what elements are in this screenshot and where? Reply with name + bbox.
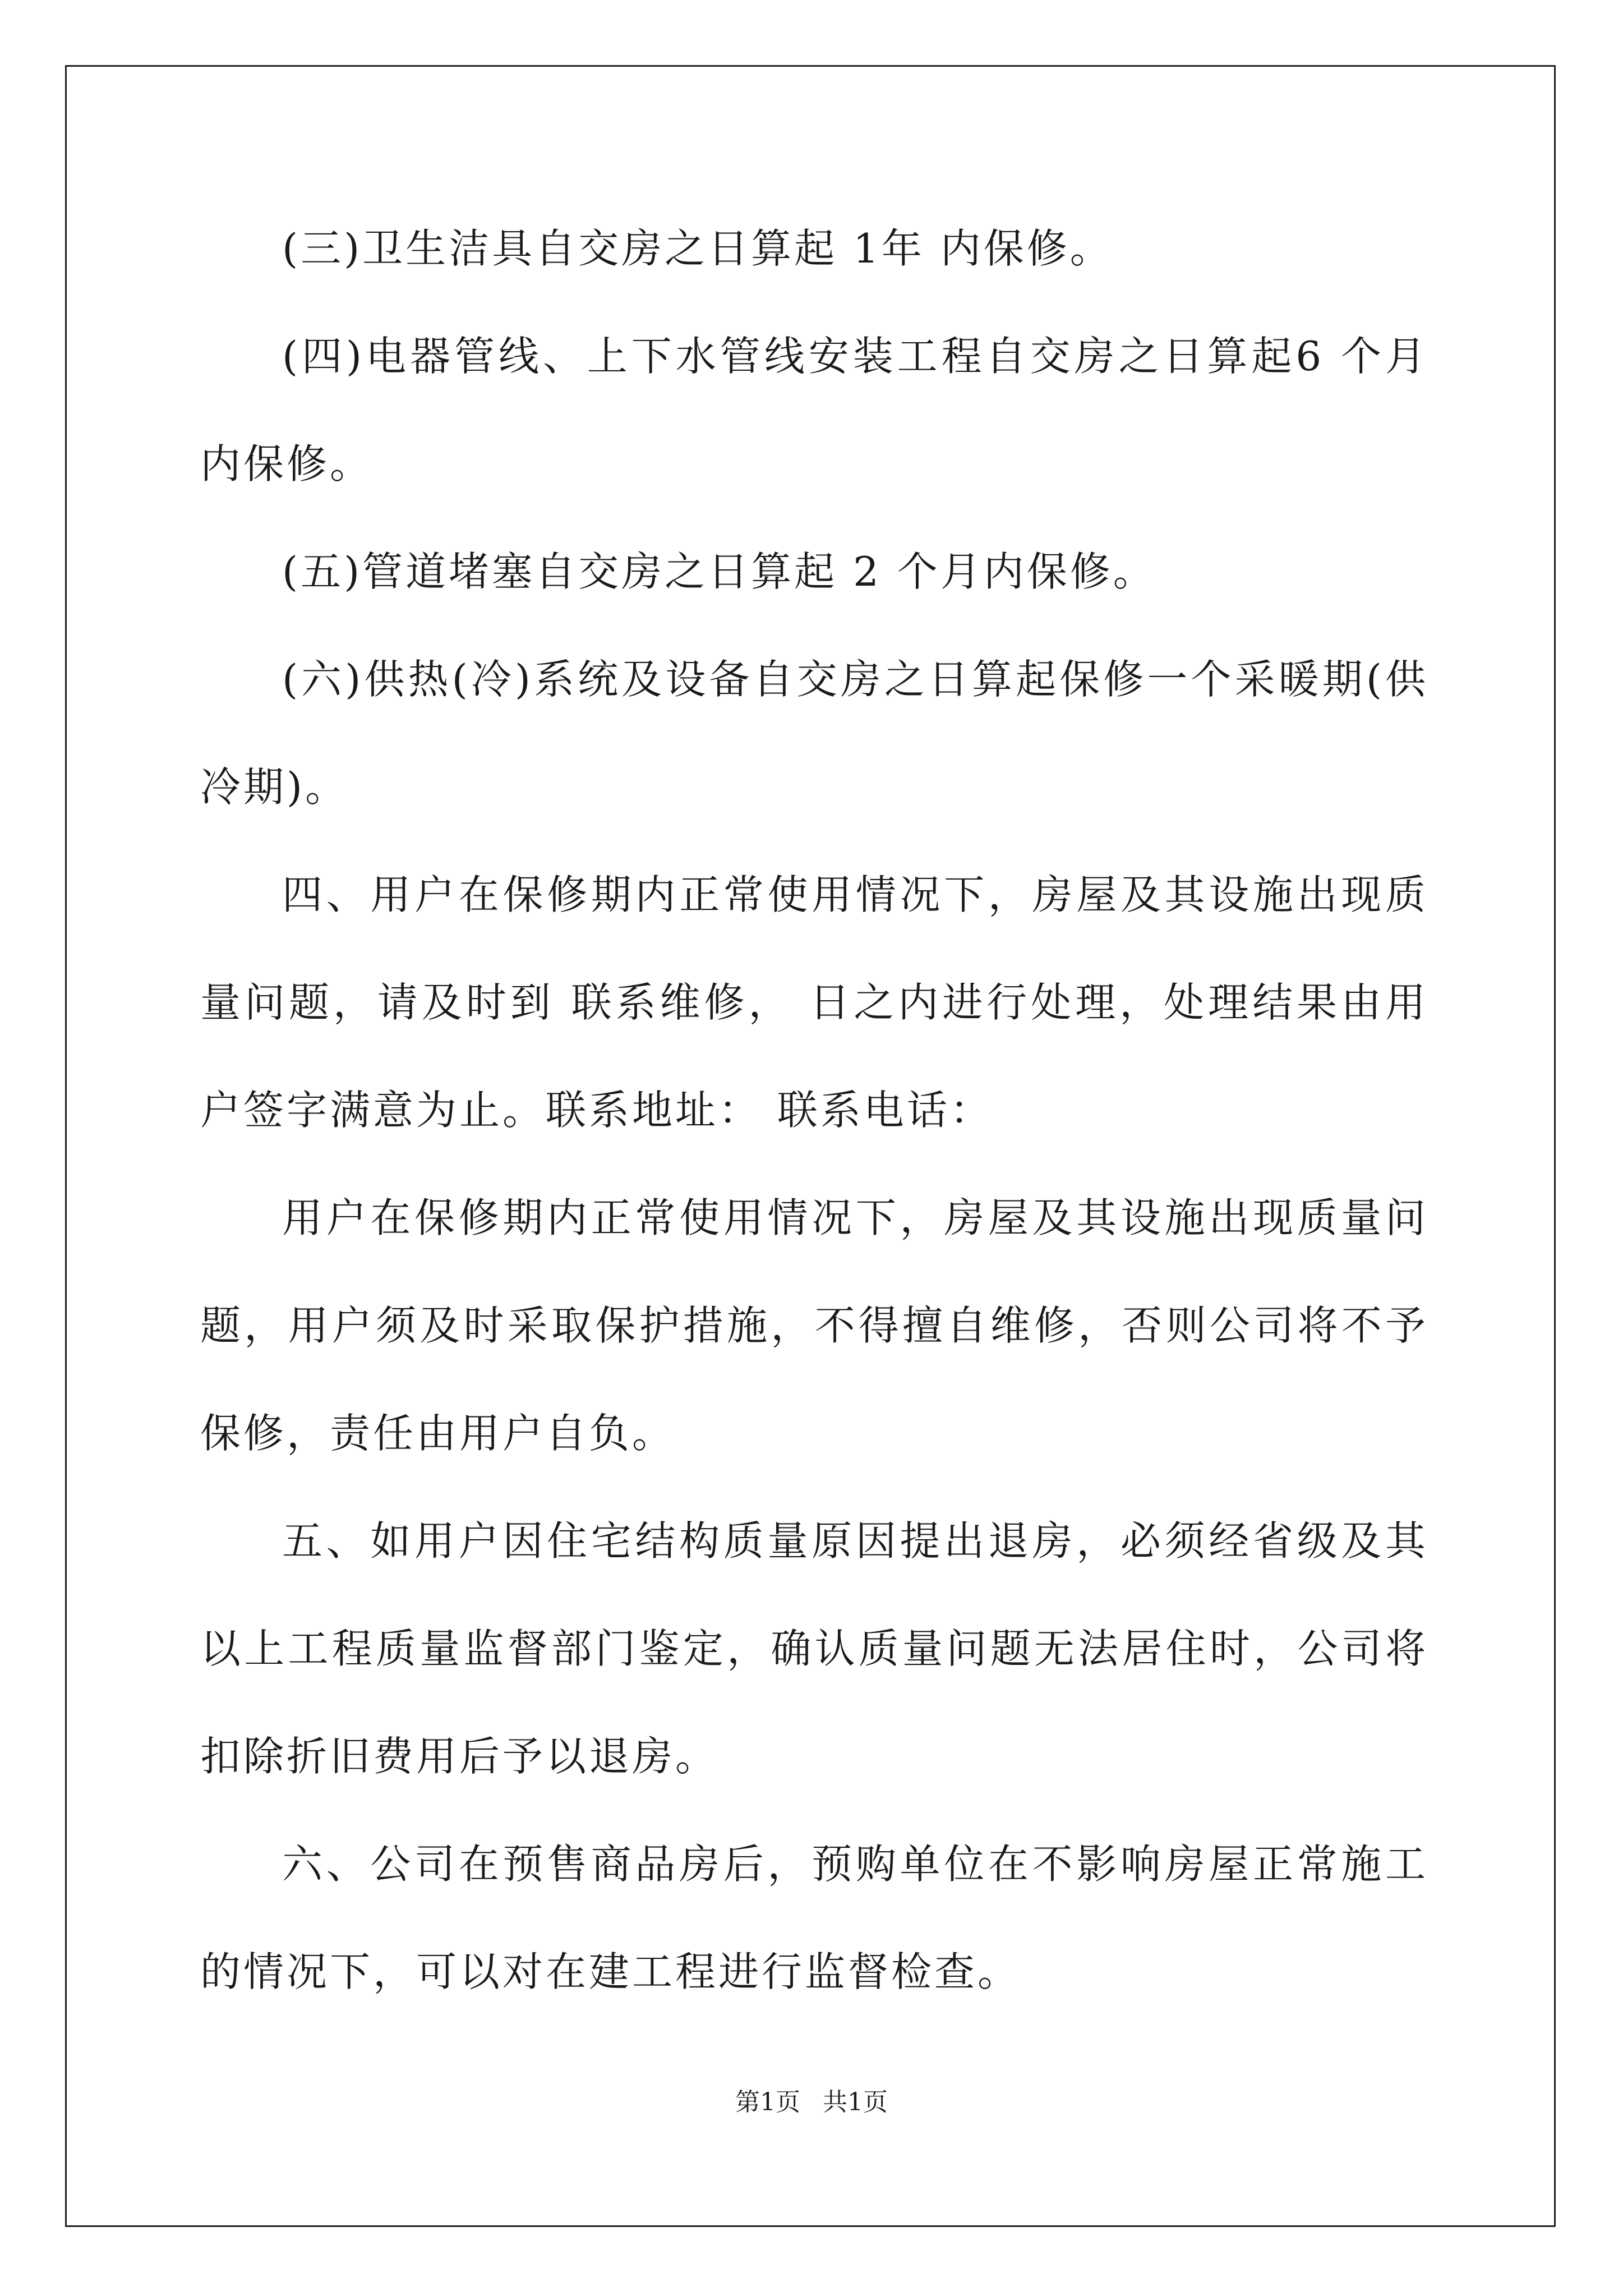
page-footer — [0, 2086, 1623, 2119]
paragraph-return-policy: 五、如用户因住宅结构质量原因提出退房，必须经省级及其以上工程质量监督部门鉴定，确认质量问题无法居住时，公司将扣除折旧费用后予以退房。 — [200, 1517, 1428, 1780]
paragraph-electrical-warranty: (四)电器管线、上下水管线安装工程自交房之日算起6 个月内保修。 — [200, 333, 1428, 487]
paragraph-heating-warranty: (六)供热(冷)系统及设备自交房之日算起保修一个采暖期(供冷期)。 — [200, 656, 1428, 811]
document-body — [200, 195, 1428, 2026]
paragraph-inspection-right: 六、公司在预售商品房后，预购单位在不影响房屋正常施工的情况下，可以对在建工程进行监督检查。 — [200, 1841, 1428, 1995]
paragraph-pipe-blockage-warranty: (五)管道堵塞自交房之日算起 2 个月内保修。 — [282, 548, 1156, 595]
paragraph-user-protection: 用户在保修期内正常使用情况下，房屋及其设施出现质量问题，用户须及时采取保护措施，不得擅自维修，否则公司将不予保修，责任由用户自负。 — [200, 1194, 1428, 1457]
paragraph-repair-contact: 四、用户在保修期内正常使用情况下，房屋及其设施出现质量问题，请及时到 联系维修， 日之内进行处理，处理结果由用户签字满意为止。联系地址： 联系电话： — [200, 871, 1428, 1134]
page-total: 共1页 — [823, 2088, 888, 2116]
paragraph-sanitary-warranty: (三)卫生洁具自交房之日算起 1年 内保修。 — [282, 225, 1113, 272]
page-number: 第1页 — [735, 2088, 800, 2116]
